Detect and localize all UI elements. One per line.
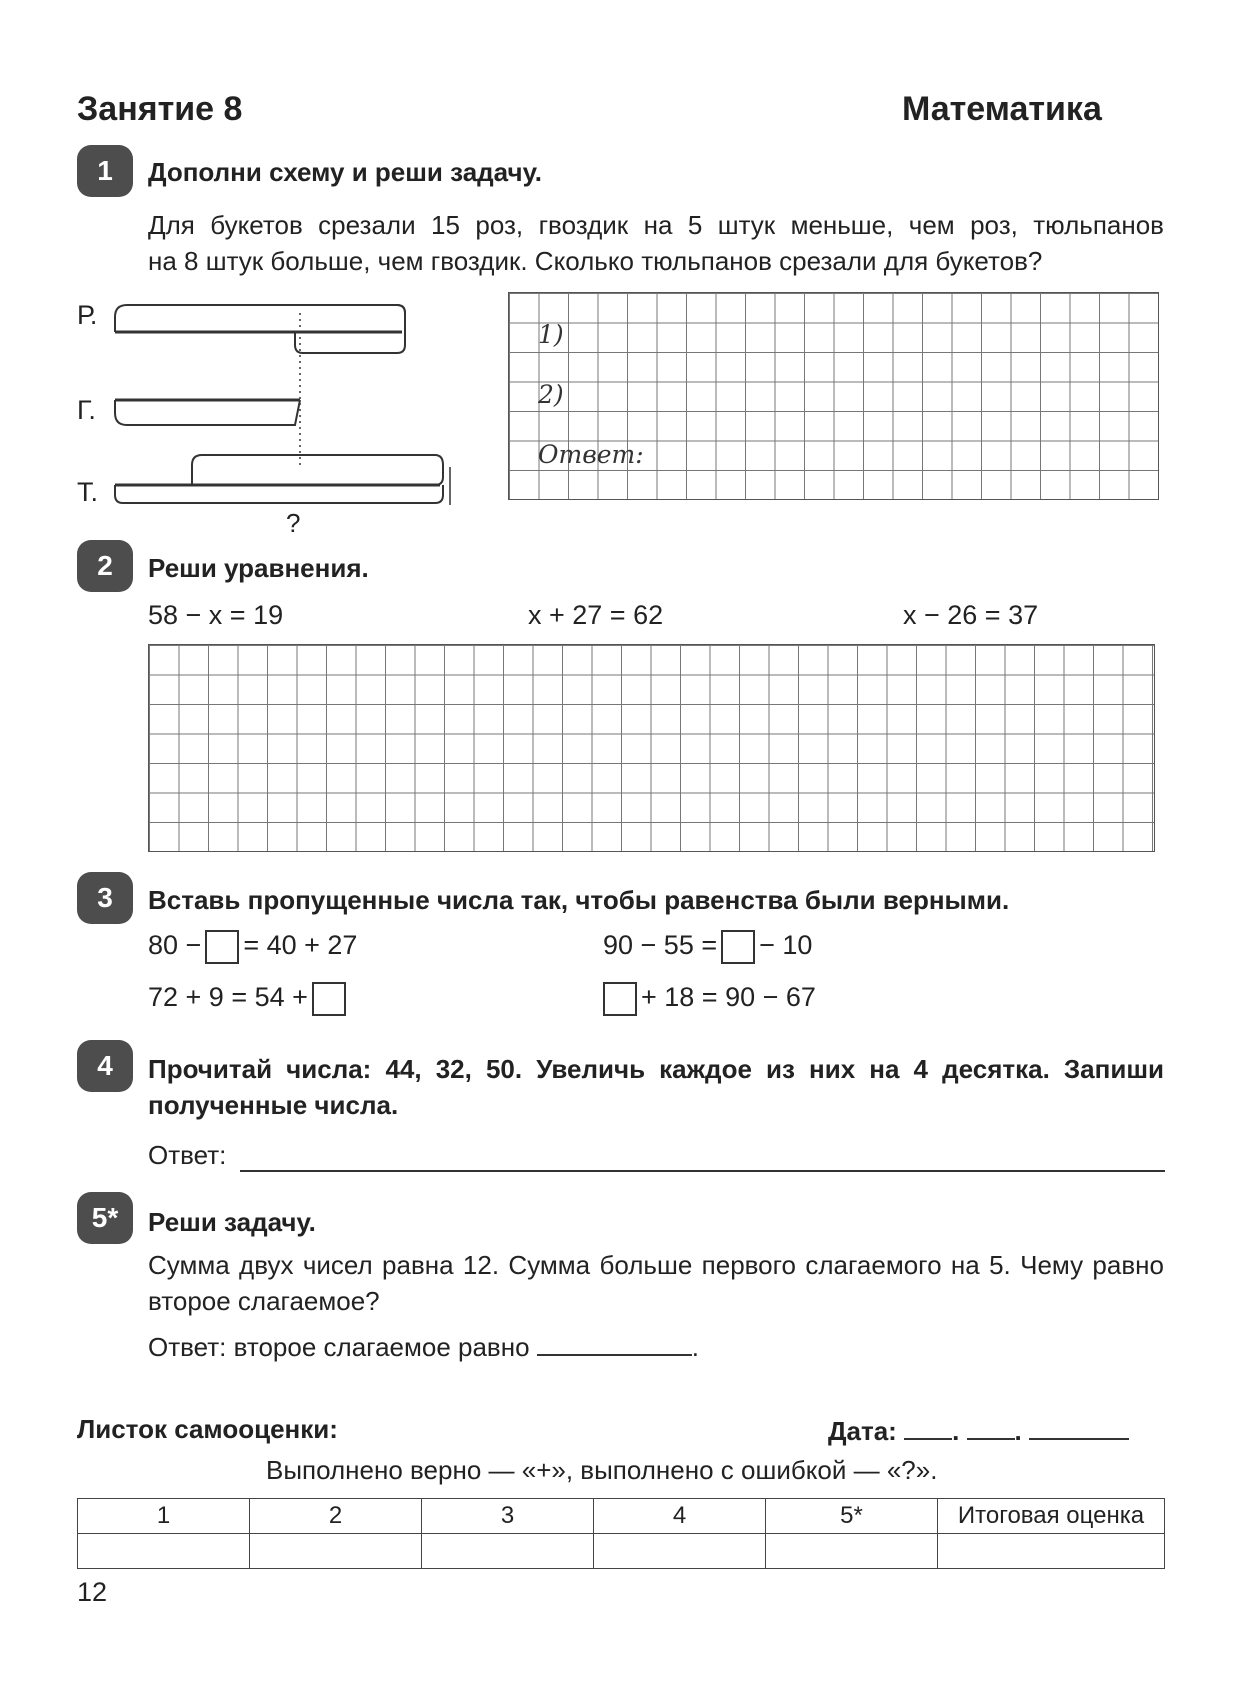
task1-badge: 1: [77, 145, 133, 197]
task2-answer-grid[interactable]: [148, 644, 1155, 852]
equation-1: 58 − x = 19: [148, 600, 284, 630]
equation-2: x + 27 = 62: [528, 600, 664, 630]
grid-step2: 2): [538, 380, 564, 409]
subject-title: Математика: [902, 90, 1102, 128]
task2-badge: 2: [77, 540, 133, 592]
page-number: 12: [77, 1577, 108, 1607]
selfcheck-instruction: Выполнено верно — «+», выполнено с ошибкой — «?».: [266, 1455, 938, 1485]
task4-answer-label: Ответ:: [148, 1140, 227, 1170]
equality-2-right: − 10: [759, 930, 813, 961]
selfcheck-col-4: 4: [594, 1499, 766, 1534]
task4-title-line2: полученные числа.: [148, 1090, 399, 1120]
task4-answer-line[interactable]: [240, 1170, 1165, 1172]
selfcheck-cell-1[interactable]: [78, 1534, 250, 1569]
task5-badge: 5*: [77, 1192, 133, 1244]
selfcheck-col-2: 2: [250, 1499, 422, 1534]
lesson-title: Занятие 8: [77, 90, 243, 128]
date-dot-1: .: [952, 1416, 960, 1446]
equality-1-blank[interactable]: [205, 930, 239, 964]
task3-badge: 3: [77, 872, 133, 924]
task5-answer-blank[interactable]: [537, 1328, 692, 1356]
roses-bracket: [115, 305, 405, 332]
date-label: Дата:: [828, 1416, 897, 1446]
task4-badge: 4: [77, 1040, 133, 1092]
selfcheck-col-5: 5*: [766, 1499, 938, 1534]
tulips-extra-bracket: [192, 455, 443, 485]
selfcheck-header-row: [78, 1499, 1165, 1534]
selfcheck-cell-5[interactable]: [766, 1534, 938, 1569]
task2-title: Реши уравнения.: [148, 553, 369, 583]
grid-step1: 1): [538, 320, 564, 349]
equality-4-right: + 18 = 90 − 67: [641, 982, 816, 1013]
task5-title: Реши задачу.: [148, 1207, 316, 1237]
equality-1-right: = 40 + 27: [243, 930, 358, 961]
equation-3: x − 26 = 37: [903, 600, 1039, 630]
task5-text-line1: Сумма двух чисел равна 12. Сумма больше первого слагаемого на 5. Чему равно: [148, 1250, 1164, 1280]
selfcheck-date: [828, 1414, 1129, 1447]
task4-title-line1: Прочитай числа: 44, 32, 50. Увеличь каждое из них на 4 десятка. Запиши: [148, 1054, 1164, 1084]
scheme-label-carnations: Г.: [77, 395, 96, 425]
selfcheck-col-3: 3: [422, 1499, 594, 1534]
selfcheck-cell-2[interactable]: [250, 1534, 422, 1569]
task1-text-line1: Для букетов срезали 15 роз, гвоздик на 5 штук меньше, чем роз, тюльпанов: [148, 210, 1164, 240]
scheme-question: ?: [286, 508, 301, 538]
selfcheck-cell-4[interactable]: [594, 1534, 766, 1569]
date-month-blank[interactable]: [967, 1414, 1015, 1440]
roses-part-bracket: [295, 305, 405, 353]
task5-answer-end: .: [691, 1332, 700, 1362]
equality-2-left: 90 − 55 =: [603, 930, 718, 961]
selfcheck-title: Листок самооценки:: [77, 1414, 338, 1444]
date-year-blank[interactable]: [1029, 1414, 1129, 1440]
segment-scheme: [105, 295, 465, 510]
equality-4-blank[interactable]: [603, 982, 637, 1016]
scheme-label-tulips: Т.: [77, 477, 99, 507]
equality-4: [599, 982, 816, 1016]
selfcheck-marks-row: [78, 1534, 1165, 1569]
task5-answer: [148, 1328, 699, 1365]
selfcheck-cell-total[interactable]: [938, 1534, 1165, 1569]
selfcheck-table: [77, 1498, 1165, 1569]
equality-3-blank[interactable]: [312, 982, 346, 1016]
selfcheck-cell-3[interactable]: [422, 1534, 594, 1569]
task3-title: Вставь пропущенные числа так, чтобы равенства были верными.: [148, 885, 1010, 915]
grid-answer-label: Ответ:: [538, 440, 644, 469]
equality-2: [603, 930, 812, 964]
date-day-blank[interactable]: [904, 1414, 952, 1440]
equality-1-left: 80 −: [148, 930, 202, 961]
carnations-bracket: [115, 400, 300, 425]
equality-3: [148, 982, 350, 1016]
equality-2-blank[interactable]: [721, 930, 755, 964]
task5-text-line2: второе слагаемое?: [148, 1286, 380, 1316]
scheme-label-roses: Р.: [77, 300, 98, 330]
equality-3-left: 72 + 9 = 54 +: [148, 982, 308, 1013]
task5-answer-label: Ответ: второе слагаемое равно: [148, 1332, 530, 1362]
selfcheck-col-1: 1: [78, 1499, 250, 1534]
selfcheck-col-total: Итоговая оценка: [938, 1499, 1165, 1534]
tulips-bracket: [115, 485, 443, 503]
equality-1: [148, 930, 357, 964]
task1-title: Дополни схему и реши задачу.: [148, 157, 542, 187]
date-dot-2: .: [1014, 1416, 1022, 1446]
task1-text-line2: на 8 штук больше, чем гвоздик. Сколько тюльпанов срезали для букетов?: [148, 246, 1043, 276]
